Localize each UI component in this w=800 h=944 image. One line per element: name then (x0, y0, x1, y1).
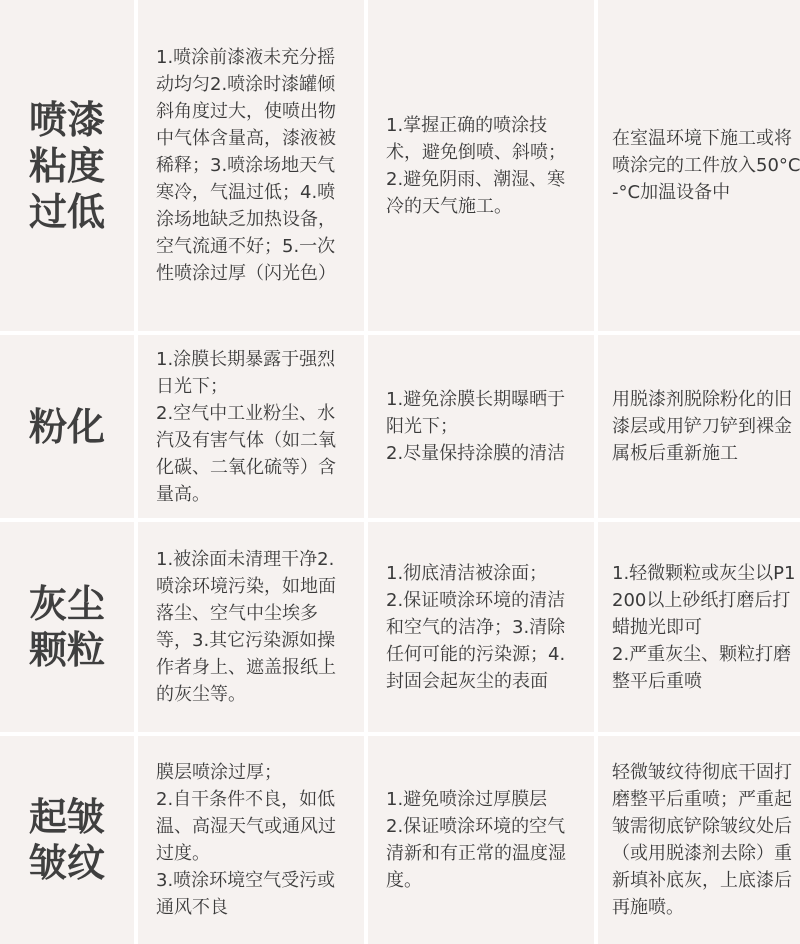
solution-text: 轻微皱纹待彻底干固打磨整平后重喷；严重起皱需彻底铲除皱纹处后（或用脱漆剂去除）重新填补底灰，上底漆后再施喷。 (612, 762, 792, 918)
prevention-text: 1.掌握正确的喷涂技术，避免倒喷、斜喷； 2.避免阴雨、潮湿、寒冷的天气施工。 (386, 114, 566, 217)
prevention-cell (368, 0, 594, 331)
cause-cell (138, 736, 364, 944)
problem-cell (0, 335, 134, 518)
prevention-cell (368, 335, 594, 518)
cause-text: 1.被涂面未清理干净2.喷涂环境污染，如地面落尘、空气中尘埃多等，3.其它污染源如操作者身上、遮盖报纸上的灰尘等。 (156, 549, 336, 705)
prevention-text: 1.彻底清洁被涂面； 2.保证喷涂环境的清洁和空气的洁净；3.清除任何可能的污染源；4.封固会起灰尘的表面 (386, 562, 566, 692)
solution-text: 1.轻微颗粒或灰尘以P1200以上砂纸打磨后打蜡抛光即可 2.严重灰尘、颗粒打磨整平后重喷 (612, 562, 796, 692)
solution-cell (598, 522, 800, 732)
prevention-text: 1.避免涂膜长期曝晒于阳光下； 2.尽量保持涂膜的清洁 (386, 389, 566, 464)
cause-text: 1.涂膜长期暴露于强烈日光下； 2.空气中工业粉尘、水汽及有害气体（如二氧化碳、二氧化硫等）含量高。 (156, 348, 336, 505)
prevention-cell (368, 522, 594, 732)
problem-cell (0, 0, 134, 331)
cause-text: 膜层喷涂过厚； 2.自干条件不良，如低温、高湿天气或通风过过度。 3.喷涂环境空气受污或通风不良 (156, 762, 336, 918)
problem-title: 喷漆粘度过低 (28, 97, 105, 234)
problem-title: 灰尘颗粒 (28, 582, 105, 672)
solution-cell (598, 0, 800, 331)
problem-cell (0, 736, 134, 944)
cause-cell (138, 522, 364, 732)
solution-text: 用脱漆剂脱除粉化的旧漆层或用铲刀铲到裸金属板后重新施工 (612, 389, 792, 464)
cause-cell (138, 0, 364, 331)
cause-text: 1.喷涂前漆液未充分摇动均匀2.喷涂时漆罐倾斜角度过大，使喷出物中气体含量高，漆液被稀释；3.喷涂场地天气寒冷，气温过低；4.喷涂场地缺乏加热设备，空气流通不好；5.一次性喷涂过厚（闪光色） (156, 47, 336, 284)
solution-cell (598, 335, 800, 518)
solution-cell (598, 736, 800, 944)
solution-text: 在室温环境下施工或将喷涂完的工件放入50°C-°C加温设备中 (612, 128, 800, 203)
prevention-cell (368, 736, 594, 944)
cause-cell (138, 335, 364, 518)
problem-cell (0, 522, 134, 732)
prevention-text: 1.避免喷涂过厚膜层 2.保证喷涂环境的空气清新和有正常的温度湿度。 (386, 789, 566, 891)
problem-title: 起皱皱纹 (28, 795, 105, 885)
problem-title: 粉化 (28, 404, 105, 449)
